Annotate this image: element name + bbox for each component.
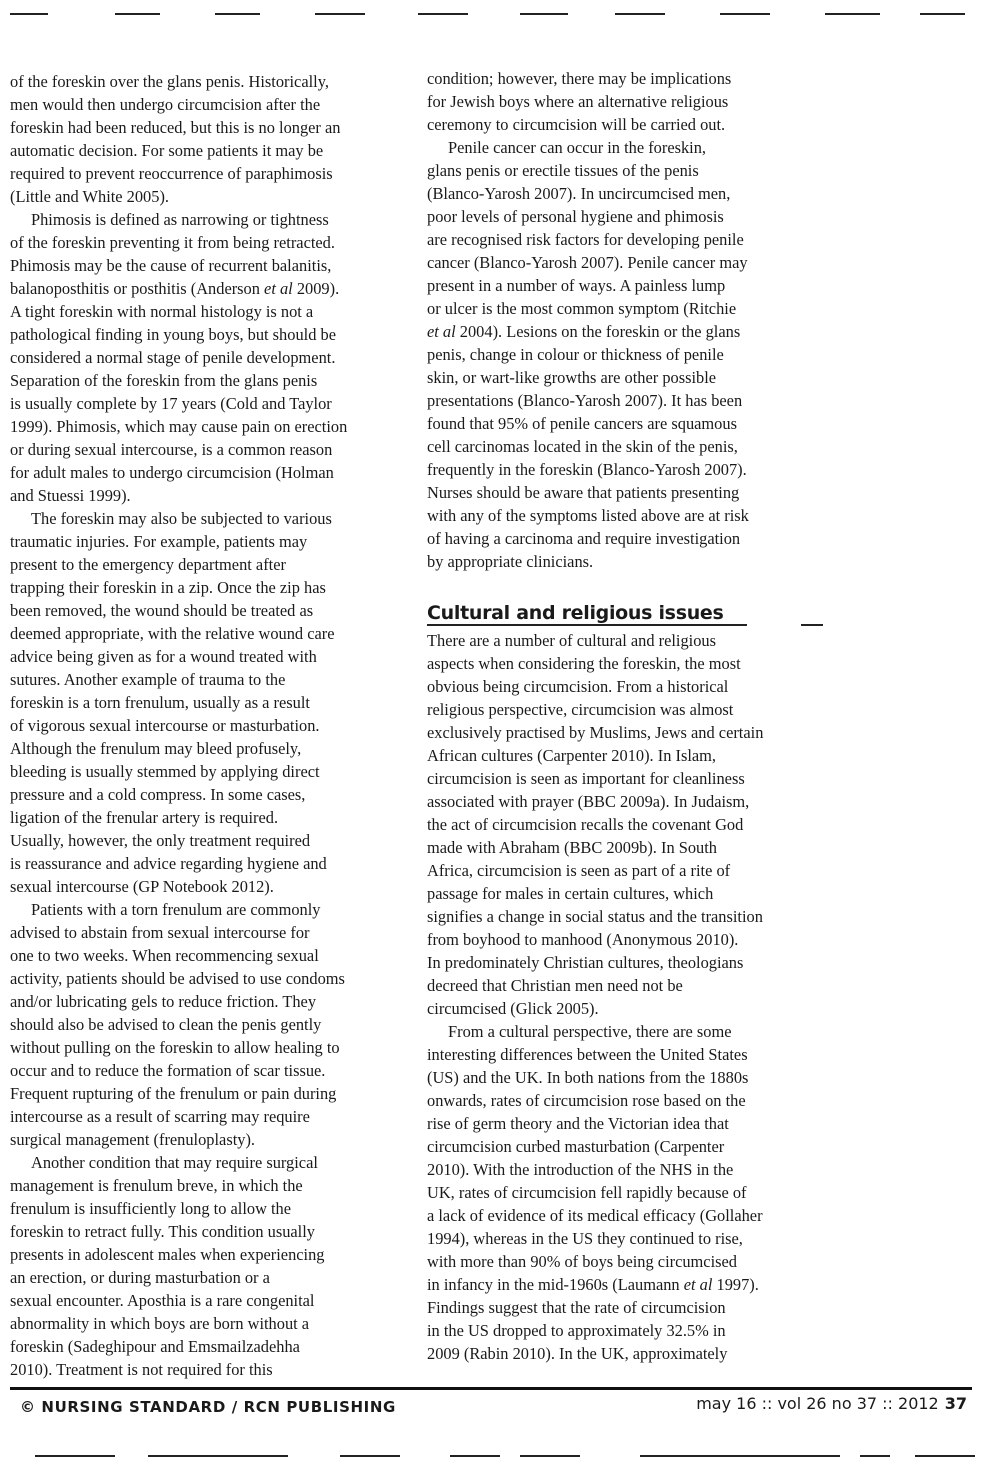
text-line [10,967,410,990]
text-line-content: (Blanco-Yarosh 2007). In uncircumcised men, [427,184,731,203]
text-line-content: the act of circumcision recalls the covenant God [427,815,744,834]
text-line [10,553,410,576]
text-line [10,737,410,760]
text-line-content: foreskin is a torn frenulum, usually as a result [10,693,310,712]
text-line [427,951,837,974]
text-line [10,990,410,1013]
text-line-content: for Jewish boys where an alternative religious [427,92,729,111]
text-line-content: by appropriate clinicians. [427,552,594,571]
text-line-content: poor levels of personal hygiene and phimosis [427,207,724,226]
text-line [10,668,410,691]
text-line [10,1312,410,1335]
text-line-content: balanoposthitis or posthitis (Anderson [10,279,265,298]
text-line [427,67,837,90]
text-line-content: sexual intercourse (GP Notebook 2012). [10,877,274,896]
text-line [10,691,410,714]
text-line [427,721,837,744]
text-line-content: cancer (Blanco-Yarosh 2007). Penile cancer may [427,253,748,272]
footer-issue [696,1394,967,1413]
text-line [10,1013,410,1036]
text-line-content: cell carcinomas located in the skin of the penis, [427,437,738,456]
text-line-content: interesting differences between the United States [427,1045,748,1064]
text-line [427,297,837,320]
text-line-content: are recognised risk factors for developing penile [427,230,744,249]
text-line-content: rise of germ theory and the Victorian idea that [427,1114,729,1133]
text-line-content: of vigorous sexual intercourse or masturbation. [10,716,320,735]
bottom-scan-rule [0,1455,981,1457]
text-line-content: aspects when considering the foreskin, the most [427,654,741,673]
text-line [10,1082,410,1105]
left-column [10,70,410,1381]
text-line [10,208,410,231]
text-line-content: men would then undergo circumcision after the [10,95,321,114]
text-line-content: foreskin (Sadeghipour and Emsmailzadehha [10,1337,300,1356]
text-line-content: occur and to reduce the formation of scar tissue. [10,1061,326,1080]
text-line-content: 2010). Treatment is not required for this [10,1360,273,1379]
text-line-content: an erection, or during masturbation or a [10,1268,270,1287]
text-line-content: sutures. Another example of trauma to the [10,670,286,689]
text-line [10,438,410,461]
text-line-content: in the US dropped to approximately 32.5% in [427,1321,726,1340]
text-line-content: and Stuessi 1999). [10,486,131,505]
text-line-content: ligation of the frenular artery is required. [10,808,279,827]
text-line-content: pathological finding in young boys, but should be [10,325,336,344]
text-line [427,481,837,504]
text-line [10,1036,410,1059]
text-line [427,136,837,159]
text-line-content: Separation of the foreskin from the glans penis [10,371,318,390]
text-line-content: one to two weeks. When recommencing sexual [10,946,319,965]
text-line-content: or ulcer is the most common symptom (Ritchie [427,299,737,318]
text-line-content: with more than 90% of boys being circumcised [427,1252,737,1271]
right-column-body-bottom [427,629,837,1365]
text-line-content: required to prevent reoccurrence of paraphimosis [10,164,333,183]
text-line-content: sexual encounter. Aposthia is a rare congenital [10,1291,315,1310]
text-line [10,714,410,737]
text-line [10,530,410,553]
text-line [427,504,837,527]
text-line [427,1089,837,1112]
text-line [427,1273,837,1296]
text-line [10,116,410,139]
right-column-body-top [427,67,837,573]
text-line-content: African cultures (Carpenter 2010). In Islam, [427,746,717,765]
text-line-content: 2010). With the introduction of the NHS in the [427,1160,734,1179]
text-line-content: a lack of evidence of its medical efficacy (Gollaher [427,1206,763,1225]
text-line [427,182,837,205]
text-line [427,366,837,389]
italic-citation: et al [264,279,293,298]
text-line [10,1266,410,1289]
text-line-tail: 2004). Lesions on the foreskin or the glans [455,322,741,341]
text-line-content: penis, change in colour or thickness of penile [427,345,724,364]
text-line-content: advice being given as for a wound treated with [10,647,317,666]
text-line-content: or during sexual intercourse, is a common reason [10,440,333,459]
text-line-content: considered a normal stage of penile development. [10,348,336,367]
text-line-content: religious perspective, circumcision was almost [427,700,734,719]
text-line [10,1105,410,1128]
text-line-content: Frequent rupturing of the frenulum or pain during [10,1084,337,1103]
text-line-content: pressure and a cold compress. In some cases, [10,785,306,804]
top-scan-rule [0,13,981,15]
text-line [427,412,837,435]
text-line [10,277,410,300]
text-line [427,1112,837,1135]
text-line [427,1135,837,1158]
text-line-content: and/or lubricating gels to reduce friction. They [10,992,317,1011]
text-line-content: surgical management (frenuloplasty). [10,1130,256,1149]
text-line [10,852,410,875]
text-line-tail: 1997). [712,1275,759,1294]
text-line-content: circumcised (Glick 2005). [427,999,599,1018]
text-line-content: foreskin to retract fully. This condition usually [10,1222,315,1241]
text-line [427,113,837,136]
text-line [10,162,410,185]
text-line-content: The foreskin may also be subjected to various [31,509,332,528]
text-line [10,599,410,622]
text-line [10,944,410,967]
text-line [10,1358,410,1381]
text-line [10,760,410,783]
text-line-content: traumatic injuries. For example, patients may [10,532,308,551]
text-line [427,997,837,1020]
text-line-content: 2009 (Rabin 2010). In the UK, approximately [427,1344,728,1363]
text-line [427,1181,837,1204]
footer-copyright: © NURSING STANDARD / RCN PUBLISHING [20,1398,396,1416]
text-line-content: passage for males in certain cultures, which [427,884,714,903]
text-line-content: management is frenulum breve, in which the [10,1176,303,1195]
text-line-content: found that 95% of penile cancers are squamous [427,414,737,433]
text-line [427,458,837,481]
text-line [427,527,837,550]
text-line-content: presents in adolescent males when experiencing [10,1245,325,1264]
text-line [427,205,837,228]
text-line [427,251,837,274]
text-line-content: automatic decision. For some patients it may be [10,141,324,160]
text-line [10,1335,410,1358]
text-line [427,1319,837,1342]
text-line-content: trapping their foreskin in a zip. Once the zip has [10,578,326,597]
text-line [10,185,410,208]
text-line [427,228,837,251]
text-line-content: in infancy in the mid-1960s (Laumann [427,1275,684,1294]
text-line [10,392,410,415]
text-line [10,346,410,369]
text-line-content: Phimosis is defined as narrowing or tightness [31,210,329,229]
text-line-content: without pulling on the foreskin to allow healing to [10,1038,340,1057]
section-heading [427,600,837,626]
right-column [427,67,837,1365]
text-line-content: decreed that Christian men need not be [427,976,683,995]
text-line [427,274,837,297]
text-line-content: frequently in the foreskin (Blanco-Yarosh 2007). [427,460,747,479]
text-line [427,1342,837,1365]
text-line [10,484,410,507]
text-line [427,1043,837,1066]
text-line [427,159,837,182]
text-line-content: of the foreskin over the glans penis. Historically, [10,72,329,91]
text-line [427,320,837,343]
text-line [427,859,837,882]
text-line [10,921,410,944]
text-line [10,254,410,277]
text-line-content: In predominately Christian cultures, theologians [427,953,744,972]
text-line [427,1296,837,1319]
text-line-content: ceremony to circumcision will be carried out. [427,115,726,134]
text-line [427,90,837,113]
text-line [10,1059,410,1082]
text-line-content: skin, or wart-like growths are other possible [427,368,717,387]
text-line-content: (Little and White 2005). [10,187,170,206]
text-line [10,1151,410,1174]
text-line-content: Phimosis may be the cause of recurrent balanitis, [10,256,332,275]
text-line [10,829,410,852]
text-line-content: exclusively practised by Muslims, Jews and certain [427,723,764,742]
text-line [10,70,410,93]
text-line [10,1243,410,1266]
text-line [10,139,410,162]
text-line-content: UK, rates of circumcision fell rapidly because of [427,1183,747,1202]
footer-rule [10,1387,972,1390]
text-line [10,369,410,392]
text-line [427,905,837,928]
text-line [10,1289,410,1312]
italic-citation: et al [427,322,456,341]
text-line [10,1128,410,1151]
text-line [10,898,410,921]
text-line-content: Although the frenulum may bleed profusely, [10,739,302,758]
text-line-content: glans penis or erectile tissues of the penis [427,161,699,180]
text-line-content: Usually, however, the only treatment required [10,831,311,850]
text-line-content: Patients with a torn frenulum are commonly [31,900,321,919]
text-line [427,675,837,698]
text-line-content: There are a number of cultural and religious [427,631,716,650]
text-line-content: present to the emergency department after [10,555,286,574]
text-line-content: Nurses should be aware that patients presenting [427,483,740,502]
text-line-content: with any of the symptoms listed above are at risk [427,506,749,525]
text-line [427,698,837,721]
text-line-content: circumcision curbed masturbation (Carpenter [427,1137,725,1156]
text-line-content: been removed, the wound should be treated as [10,601,314,620]
text-line-content: presentations (Blanco-Yarosh 2007). It has been [427,391,743,410]
text-line-content: of the foreskin preventing it from being retracted. [10,233,335,252]
text-line [427,767,837,790]
text-line-content: should also be advised to clean the penis gently [10,1015,322,1034]
text-line [10,231,410,254]
text-line [10,622,410,645]
text-line [10,576,410,599]
text-line-content: 1994), whereas in the US they continued to rise, [427,1229,743,1248]
text-line [427,1227,837,1250]
text-line-content: foreskin had been reduced, but this is no longer an [10,118,341,137]
text-line [427,652,837,675]
text-line [427,1020,837,1043]
text-line [427,744,837,767]
text-line [427,1066,837,1089]
text-line [427,790,837,813]
text-line [427,629,837,652]
text-line [10,645,410,668]
text-line-content: (US) and the UK. In both nations from the 1880s [427,1068,749,1087]
text-line [10,1220,410,1243]
text-line-content: is usually complete by 17 years (Cold and Taylor [10,394,332,413]
text-line [427,435,837,458]
text-line-content: associated with prayer (BBC 2009a). In Judaism, [427,792,750,811]
text-line [10,875,410,898]
text-line [10,300,410,323]
text-line-content: From a cultural perspective, there are some [448,1022,732,1041]
text-line-content: intercourse as a result of scarring may require [10,1107,310,1126]
issue-info: may 16 :: vol 26 no 37 :: 2012 [696,1394,939,1413]
text-line [10,1174,410,1197]
text-line [427,343,837,366]
text-line-content: is reassurance and advice regarding hygiene and [10,854,327,873]
text-line-content: present in a number of ways. A painless lump [427,276,726,295]
text-line [10,93,410,116]
text-line [427,882,837,905]
text-line-tail: 2009). [292,279,340,298]
text-line-content: bleeding is usually stemmed by applying direct [10,762,320,781]
text-line [10,415,410,438]
text-line-content: activity, patients should be advised to use condoms [10,969,345,988]
text-line-content: Penile cancer can occur in the foreskin, [448,138,707,157]
text-line-content: obvious being circumcision. From a historical [427,677,729,696]
text-line [427,1158,837,1181]
text-line [427,1204,837,1227]
text-line [427,550,837,573]
page-number: 37 [944,1394,967,1413]
text-line [10,1197,410,1220]
heading-underline [427,624,747,626]
section-heading-text: Cultural and religious issues [427,602,724,624]
text-line [10,806,410,829]
text-line [427,1250,837,1273]
text-line-content: Findings suggest that the rate of circumcision [427,1298,726,1317]
text-line-content: for adult males to undergo circumcision (Holman [10,463,334,482]
text-line-content: frenulum is insufficiently long to allow the [10,1199,292,1218]
text-line-content: made with Abraham (BBC 2009b). In South [427,838,717,857]
text-line-content: deemed appropriate, with the relative wound care [10,624,335,643]
text-line-content: condition; however, there may be implications [427,69,732,88]
text-line-content: circumcision is seen as important for cleanliness [427,769,745,788]
text-line [10,507,410,530]
text-line-content: A tight foreskin with normal histology is not a [10,302,314,321]
heading-underline-tail [801,624,823,626]
text-line [10,461,410,484]
text-line-content: abnormality in which boys are born without a [10,1314,310,1333]
text-line-content: onwards, rates of circumcision rose based on the [427,1091,746,1110]
text-line [427,813,837,836]
text-line [10,323,410,346]
text-line-content: signifies a change in social status and the transition [427,907,763,926]
text-line [427,928,837,951]
text-line [10,783,410,806]
text-line-content: of having a carcinoma and require investigation [427,529,741,548]
text-line-content: 1999). Phimosis, which may cause pain on erection [10,417,348,436]
text-line-content: Another condition that may require surgical [31,1153,318,1172]
text-line-content: Africa, circumcision is seen as part of a rite of [427,861,731,880]
text-line-content: from boyhood to manhood (Anonymous 2010). [427,930,739,949]
italic-citation: et al [683,1275,713,1294]
text-line-content: advised to abstain from sexual intercourse for [10,923,310,942]
text-line [427,974,837,997]
text-line [427,389,837,412]
text-line [427,836,837,859]
